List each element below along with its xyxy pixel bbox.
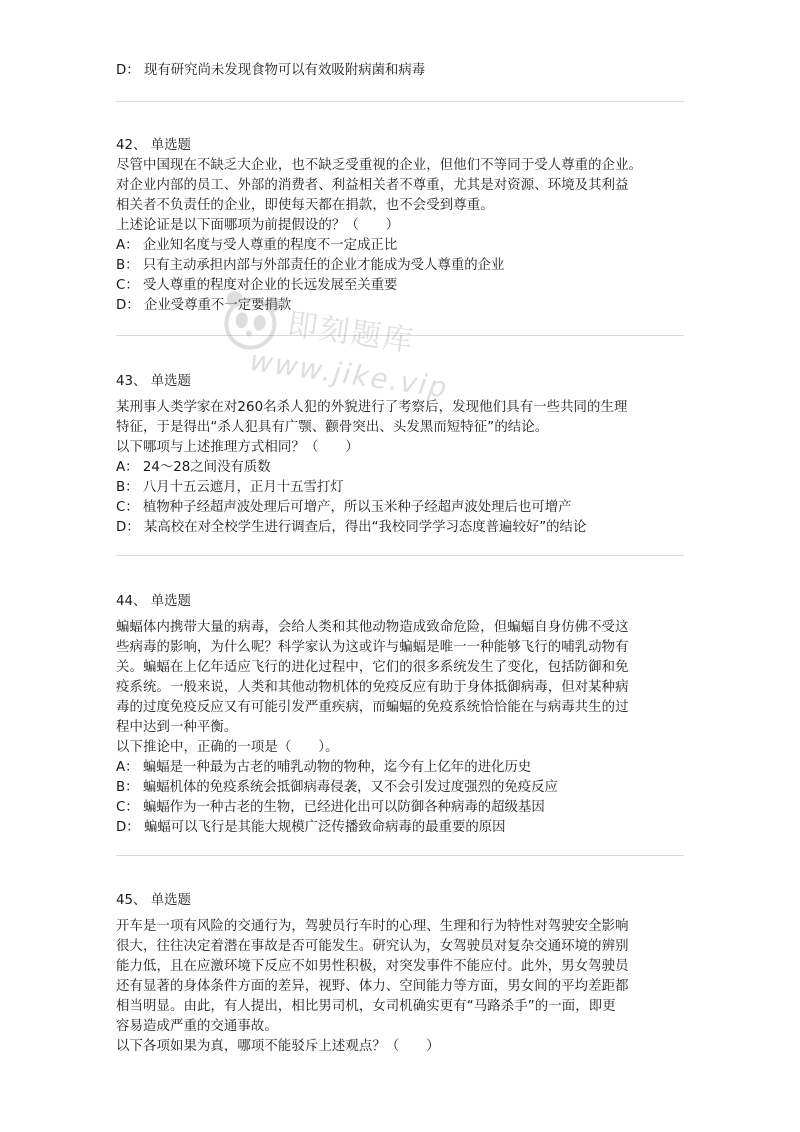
stem-line: 某刑事人类学家在对260名杀人犯的外貌进行了考察后，发现他们具有一些共同的生理 [116,400,628,415]
option-b[interactable]: B： 八月十五云遮月，正月十五雪打灯 [116,480,344,495]
top-option [116,61,686,81]
option-c[interactable]: C： 蝙蝠作为一种古老的生物，已经进化出可以防御各种病毒的超级基因 [116,800,545,815]
stem-line: 毒的过度免疫反应又有可能引发严重疾病，而蝙蝠的免疫系统恰恰能在与病毒共生的过 [116,700,629,715]
stem-line: 特征，于是得出“杀人犯具有广颚、颧骨突出、头发黑而短特征”的结论。 [116,420,549,435]
watermark-brand: 即刻题库 [285,306,417,360]
stem-line: 很大，往往决定着潜在事故是否可能发生。研究认为，女驾驶员对复杂交通环境的辨别 [116,939,629,954]
stem-line: 尽管中国现在不缺乏大企业，也不缺乏受重视的企业，但他们不等同于受人尊重的企业。 [116,158,643,173]
stem-line: 相关者不负责任的企业，即使每天都在捐款，也不会受到尊重。 [116,198,494,213]
stem-line: 对企业内部的员工、外部的消费者、利益相关者不尊重，尤其是对资源、环境及其利益 [116,178,629,193]
stem-line: 能力低，且在应激环境下反应不如男性积极，对突发事件不能应付。此外，男女驾驶员 [116,959,629,974]
option-a[interactable]: A： 24～28之间没有质数 [116,460,271,475]
stem-line: 以下推论中，正确的一项是（ ）。 [116,740,339,755]
divider [116,555,684,556]
stem-line: 相当明显。由此，有人提出，相比男司机，女司机确实更有“马路杀手”的一面，即更 [116,999,616,1014]
option-d[interactable]: D： 蝙蝠可以飞行是其能大规模广泛传播致命病毒的最重要的原因 [116,820,506,835]
option-b[interactable]: B： 只有主动承担内部与外部责任的企业才能成为受人尊重的企业 [116,258,505,273]
stem-line: 还有显著的身体条件方面的差异，视野、体力、空间能力等方面，男女间的平均差距都 [116,979,629,994]
question-header: 45、 单选题 [116,893,191,908]
watermark-url: www.jike.vip [247,344,451,405]
stem-line: 以下各项如果为真，哪项不能驳斥上述观点？（ ） [116,1039,440,1054]
option-c[interactable]: C： 植物种子经超声波处理后可增产，所以玉米种子经超声波处理后也可增产 [116,500,572,515]
option-a[interactable]: A： 蝙蝠是一种最为古老的哺乳动物的物种，迄今有上亿年的进化历史 [116,760,532,775]
option-d: D： 现有研究尚未发现食物可以有效吸附病菌和病毒 [116,63,426,78]
stem-line: 蝙蝠体内携带大量的病毒，会给人类和其他动物造成致命危险，但蝙蝠自身仿佛不受这 [116,620,629,635]
stem-line: 容易造成严重的交通事故。 [116,1019,278,1034]
question-42 [116,136,686,316]
question-44 [116,592,686,838]
stem-line: 些病毒的影响，为什么呢？科学家认为这或许与蝙蝠是唯一一种能够飞行的哺乳动物有 [116,640,629,655]
option-a[interactable]: A： 企业知名度与受人尊重的程度不一定成正比 [116,238,398,253]
question-header: 42、 单选题 [116,138,191,153]
option-b[interactable]: B： 蝙蝠机体的免疫系统会抵御病毒侵袭，又不会引发过度强烈的免疫反应 [116,780,558,795]
option-d[interactable]: D： 某高校在对全校学生进行调查后，得出“我校同学学习态度普遍较好”的结论 [116,520,587,535]
divider [116,855,684,856]
option-d[interactable]: D： 企业受尊重不一定要捐款 [116,298,292,313]
question-45 [116,891,686,1057]
stem-line: 上述论证是以下面哪项为前提假设的？（ ） [116,218,400,233]
question-43 [116,372,686,538]
option-c[interactable]: C： 受人尊重的程度对企业的长远发展至关重要 [116,278,398,293]
stem-line: 以下哪项与上述推理方式相同？（ ） [116,440,359,455]
divider [116,101,684,102]
question-header: 43、 单选题 [116,374,191,389]
divider [116,335,684,336]
stem-line: 关。蝙蝠在上亿年适应飞行的进化过程中，它们的很多系统发生了变化，包括防御和免 [116,660,629,675]
stem-line: 疫系统。一般来说，人类和其他动物机体的免疫反应有助于身体抵御病毒，但对某种病 [116,680,629,695]
question-header: 44、 单选题 [116,594,191,609]
stem-line: 开车是一项有风险的交通行为，驾驶员行车时的心理、生理和行为特性对驾驶安全影响 [116,919,629,934]
stem-line: 程中达到一种平衡。 [116,720,238,735]
